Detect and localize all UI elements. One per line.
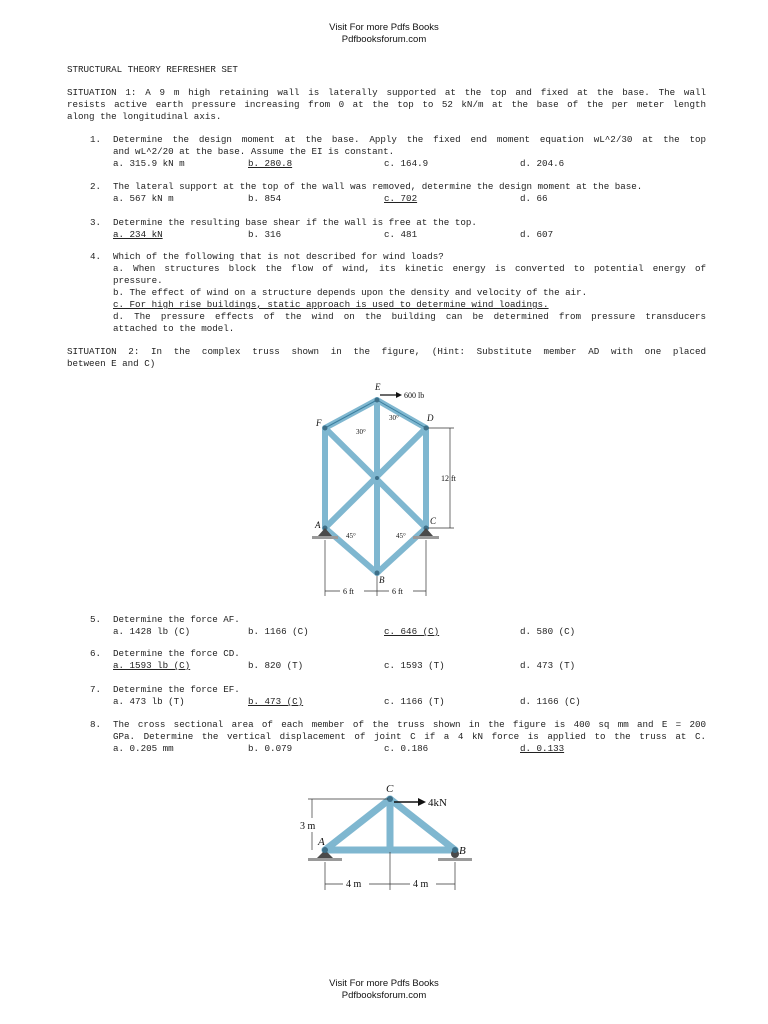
question-number: 3. xyxy=(90,217,102,228)
angle-label: 45° xyxy=(396,532,406,540)
page-header xyxy=(0,22,768,46)
node-label-d: D xyxy=(427,413,434,423)
option-b[interactable]: b. 820 (T) xyxy=(248,660,304,671)
question-text: Determine the force AF. xyxy=(113,614,240,625)
situation-2-line: between E and C) xyxy=(67,358,156,369)
node-label-a: A xyxy=(318,836,325,848)
option-d-cont: attached to the model. xyxy=(113,323,235,334)
option-d[interactable]: d. 204.6 xyxy=(520,158,565,169)
question-number: 4. xyxy=(90,251,102,262)
option-b[interactable]: b. 854 xyxy=(248,193,282,204)
question-text: The cross sectional area of each member of the truss shown in the figure is 400 sq mm and E = 200 xyxy=(113,719,706,730)
option-c[interactable]: c. 0.186 xyxy=(384,743,429,754)
situation-1 xyxy=(67,87,706,123)
simple-truss-figure xyxy=(288,778,488,896)
option-b[interactable]: b. 0.079 xyxy=(248,743,293,754)
question-number: 7. xyxy=(90,684,102,695)
question-text: Determine the resulting base shear if the wall is free at the top. xyxy=(113,217,477,228)
option-d[interactable]: d. 473 (T) xyxy=(520,660,576,671)
option-a-cont: pressure. xyxy=(113,275,163,286)
footer-line-2[interactable]: Pdfbooksforum.com xyxy=(341,990,427,1001)
situation-1-line: SITUATION 1: A 9 m high retaining wall is laterally supported at the top and fixed at the base. The wall xyxy=(67,87,706,98)
answer-options xyxy=(113,193,706,205)
question-number: 6. xyxy=(90,648,102,659)
question-text: Determine the design moment at the base. Apply the fixed end moment equation wL^2/30 at the top xyxy=(113,134,706,145)
option-d[interactable]: d. 580 (C) xyxy=(520,626,576,637)
answer-options xyxy=(113,229,706,241)
truss-members xyxy=(325,400,426,573)
option-b-answer[interactable]: b. 473 (C) xyxy=(248,696,304,707)
question-number: 2. xyxy=(90,181,102,192)
angle-label: 30° xyxy=(356,428,366,436)
load-arrow-head xyxy=(396,392,402,398)
question-text: Determine the force CD. xyxy=(113,648,240,659)
option-c-answer[interactable]: c. 646 (C) xyxy=(384,626,440,637)
question-text: The lateral support at the top of the wall was removed, determine the design moment at the base. xyxy=(113,181,643,192)
answer-options xyxy=(113,158,706,170)
node-label-c: C xyxy=(430,516,437,526)
load-label: 4kN xyxy=(428,797,447,809)
option-d-answer[interactable]: d. 0.133 xyxy=(520,743,565,754)
situation-2 xyxy=(67,346,706,370)
option-c[interactable]: c. 1166 (T) xyxy=(384,696,445,707)
angle-label: 30° xyxy=(389,414,399,422)
span-left-label: 4 m xyxy=(346,879,362,890)
answer-options xyxy=(113,743,706,755)
angle-label: 45° xyxy=(346,532,356,540)
option-b-answer[interactable]: b. 280.8 xyxy=(248,158,293,169)
option-a[interactable]: a. 0.205 mm xyxy=(113,743,174,754)
node-label-e: E xyxy=(375,382,381,392)
answer-options xyxy=(113,660,706,672)
option-a[interactable]: a. When structures block the flow of wind, its kinetic energy is converted to potential energy of xyxy=(113,263,706,274)
span-right-label: 6 ft xyxy=(392,587,403,596)
header-line-2[interactable]: Pdfbooksforum.com xyxy=(341,34,427,45)
height-label: 3 m xyxy=(300,821,316,832)
option-c[interactable]: c. 1593 (T) xyxy=(384,660,445,671)
question-text: Which of the following that is not described for wind loads? xyxy=(113,251,444,262)
option-d[interactable]: d. 607 xyxy=(520,229,554,240)
option-c[interactable]: c. 164.9 xyxy=(384,158,429,169)
option-a[interactable]: a. 315.9 kN m xyxy=(113,158,185,169)
option-a[interactable]: a. 567 kN m xyxy=(113,193,174,204)
situation-1-line: along the longitudinal axis. xyxy=(67,111,222,122)
header-line-1[interactable]: Visit For more Pdfs Books xyxy=(329,22,439,33)
situation-1-line: resists active earth pressure increasing from 0 at the top to 52 kN/m at the base of the per meter length xyxy=(67,99,706,110)
node-label-b: B xyxy=(459,845,466,857)
option-d[interactable]: d. 66 xyxy=(520,193,548,204)
node-label-a: A xyxy=(315,520,321,530)
height-label: 12 ft xyxy=(441,474,456,483)
option-a[interactable]: a. 473 lb (T) xyxy=(113,696,185,707)
question-number: 5. xyxy=(90,614,102,625)
option-c-answer[interactable]: c. For high rise buildings, static approach is used to determine wind loadings. xyxy=(113,299,549,310)
option-c-answer[interactable]: c. 702 xyxy=(384,193,418,204)
footer-line-1[interactable]: Visit For more Pdfs Books xyxy=(329,978,439,989)
option-a-answer[interactable]: a. 1593 lb (C) xyxy=(113,660,191,671)
option-b[interactable]: b. 1166 (C) xyxy=(248,626,309,637)
node-label-b: B xyxy=(379,575,385,585)
load-arrow-head xyxy=(418,798,426,806)
page-footer xyxy=(0,978,768,1002)
option-a-answer[interactable]: a. 234 kN xyxy=(113,229,163,240)
option-d[interactable]: d. 1166 (C) xyxy=(520,696,581,707)
node-label-f: F xyxy=(316,418,322,428)
document-title: STRUCTURAL THEORY REFRESHER SET xyxy=(67,64,238,75)
option-a[interactable]: a. 1428 lb (C) xyxy=(113,626,191,637)
option-b[interactable]: b. The effect of wind on a structure depends upon the density and velocity of the air. xyxy=(113,287,588,298)
question-number: 8. xyxy=(90,719,102,730)
situation-2-line: SITUATION 2: In the complex truss shown in the figure, (Hint: Substitute member AD with one placed xyxy=(67,346,706,357)
option-d[interactable]: d. The pressure effects of the wind on the building can be determined from pressure transducers xyxy=(113,311,706,322)
option-c[interactable]: c. 481 xyxy=(384,229,418,240)
question-text: and wL^2/20 at the base. Assume the EI is constant. xyxy=(113,146,395,157)
answer-options xyxy=(113,696,706,708)
question-number: 1. xyxy=(90,134,102,145)
complex-truss-figure xyxy=(300,378,480,600)
question-text: Determine the force EF. xyxy=(113,684,240,695)
span-left-label: 6 ft xyxy=(343,587,354,596)
answer-options xyxy=(113,626,706,638)
question-text: GPa. Determine the vertical displacement of joint C if a 4 kN force is applied to the truss at C. xyxy=(113,731,706,742)
option-b[interactable]: b. 316 xyxy=(248,229,282,240)
span-right-label: 4 m xyxy=(413,879,429,890)
load-label: 600 lb xyxy=(404,391,425,400)
node-label-c: C xyxy=(386,783,394,795)
